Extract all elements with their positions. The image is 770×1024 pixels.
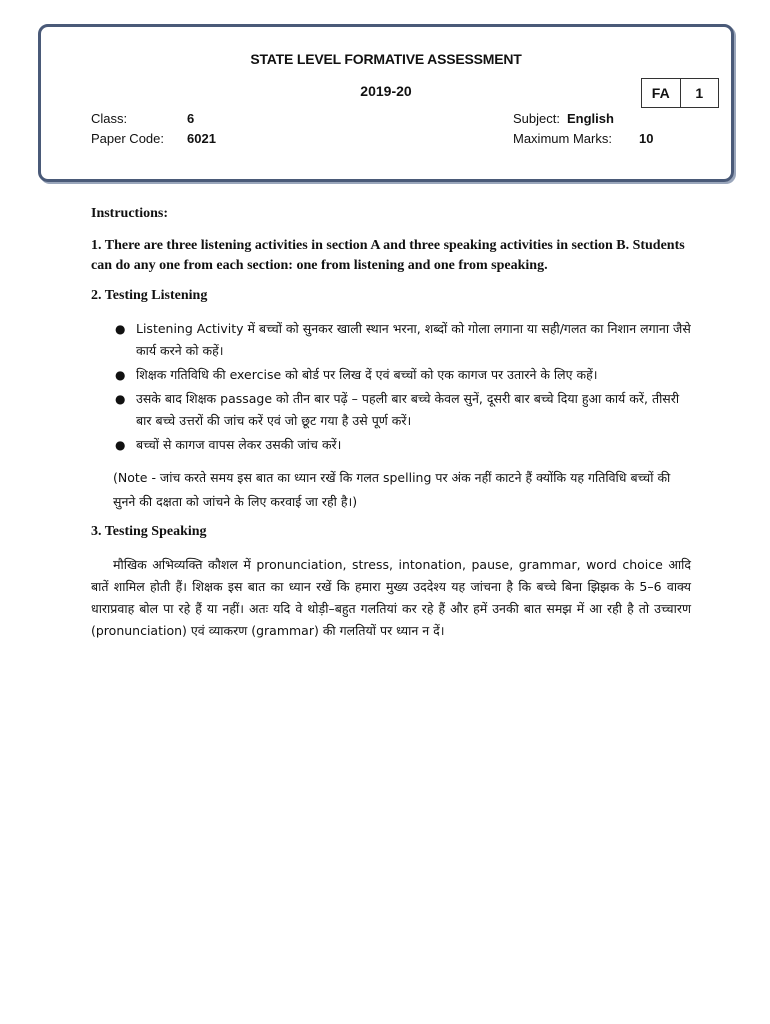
speaking-paragraph: मौखिक अभिव्यक्ति कौशल में pronunciation, stress, intonation, pause, grammar, word choice आदि बातें शामिल होती हैं। शिक्षक इस बात का ध्यान रखें कि हमारा मुख्य उददेश्य यह जांचना है कि बच्चे बिना झिझक के 5–6 वाक्य धाराप्रवाह बोल पा रहे हैं या नहीं। अतः यदि वे थोड़ी–बहुत गलतियां कर रहे हैं और हमें उनकी बात समझ में आ रही है तो उच्चारण (pronunciation) एवं व्याकरण (grammar) की गलतियों पर ध्यान न दें। bbox=[91, 557, 691, 638]
listening-heading: 2. Testing Listening bbox=[91, 288, 208, 303]
list-item bbox=[115, 434, 691, 456]
speaking-heading: 3. Testing Speaking bbox=[91, 524, 207, 539]
paper-code-label: Paper Code: bbox=[91, 131, 164, 146]
instruction-point-1: 1. There are three listening activities in section A and three speaking activities in section B. Students can do any one from each section: one from listening and one from speaking. bbox=[91, 238, 685, 273]
bullet-icon: ● bbox=[115, 368, 126, 382]
assessment-title: STATE LEVEL FORMATIVE ASSESSMENT bbox=[250, 51, 522, 67]
bullet-icon: ● bbox=[115, 438, 126, 452]
list-item-text: शिक्षक गतिविधि की exercise को बोर्ड पर लिख दें एवं बच्चों को एक कागज पर उतारने के लिए कहें। bbox=[136, 367, 598, 382]
subject-value: English bbox=[567, 111, 614, 126]
instructions-heading: Instructions: bbox=[91, 206, 169, 221]
assessment-header bbox=[38, 24, 734, 182]
list-item bbox=[115, 388, 691, 432]
subject-label: Subject: bbox=[513, 111, 560, 126]
fa-number: 1 bbox=[680, 79, 719, 107]
listening-list bbox=[91, 318, 691, 456]
instructions-body bbox=[91, 206, 691, 642]
list-item-text: उसके बाद शिक्षक passage को तीन बार पढ़ें – पहली बार बच्चे केवल सुनें, दूसरी बार बच्चे दिया हुआ कार्य करें, तीसरी बार बच्चे उत्तरों की जांच करें एवं जो छूट गया है उसे पूर्ण करें। bbox=[136, 391, 680, 428]
fa-label: FA bbox=[651, 85, 670, 101]
list-item bbox=[115, 318, 691, 362]
class-value: 6 bbox=[187, 111, 195, 126]
fa-box bbox=[641, 78, 719, 108]
max-marks-value: 10 bbox=[639, 131, 654, 146]
bullet-icon: ● bbox=[115, 392, 126, 406]
list-item bbox=[115, 364, 691, 386]
bullet-icon: ● bbox=[115, 322, 126, 336]
list-item-text: Listening Activity में बच्चों को सुनकर खाली स्थान भरना, शब्दों को गोला लगाना या सही/गलत का निशान लगाना जैसे कार्य करने को कहें। bbox=[136, 321, 691, 358]
assessment-year: 2019-20 bbox=[360, 83, 412, 99]
paper-code-value: 6021 bbox=[187, 131, 216, 146]
class-label: Class: bbox=[91, 111, 128, 126]
listening-note: (Note - जांच करते समय इस बात का ध्यान रखें कि गलत spelling पर अंक नहीं काटने हैं क्योंकि यह गतिविधि बच्चों की सुनने की दक्षता को जांचने के लिए करवाई जा रही है।) bbox=[113, 470, 671, 509]
list-item-text: बच्चों से कागज वापस लेकर उसकी जांच करें। bbox=[136, 437, 342, 452]
max-marks-label: Maximum Marks: bbox=[513, 131, 612, 146]
